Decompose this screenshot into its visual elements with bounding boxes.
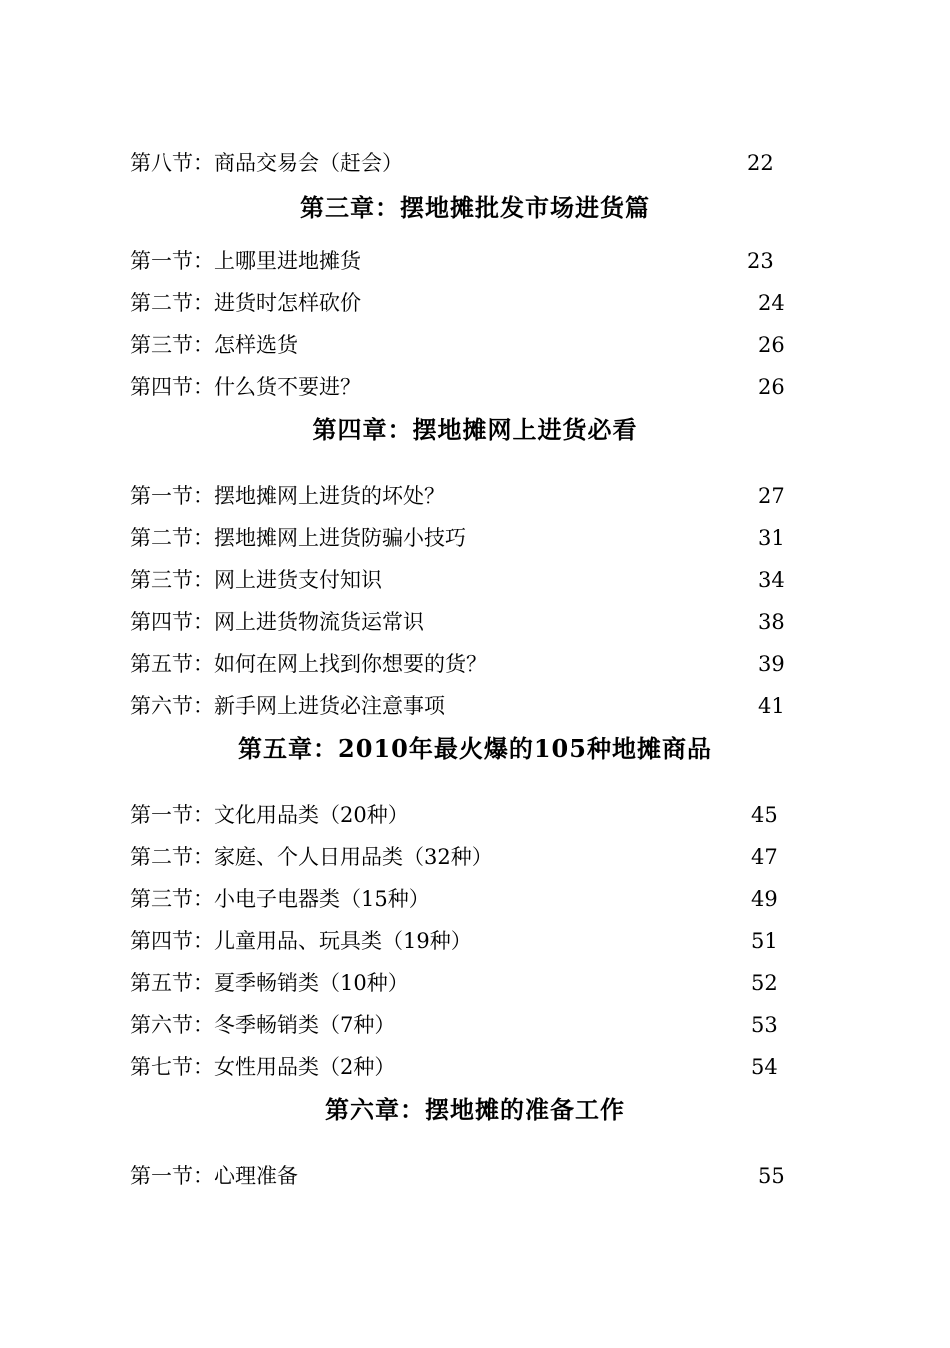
toc-entry-page: 27 (758, 484, 785, 508)
toc-entry-page: 51 (751, 929, 778, 953)
toc-entry-page: 24 (758, 291, 785, 315)
toc-entry-page: 49 (751, 887, 778, 911)
toc-entry-title[interactable]: 第三节：怎样选货 (130, 333, 298, 357)
toc-entry-page: 52 (751, 971, 778, 995)
toc-entry-title[interactable]: 第七节：女性用品类（2种） (130, 1055, 396, 1079)
toc-entry-page: 38 (758, 610, 785, 634)
toc-entry-page: 53 (751, 1013, 778, 1037)
toc-entry-page: 26 (758, 375, 785, 399)
toc-entry-title[interactable]: 第二节：进货时怎样砍价 (130, 291, 361, 315)
toc-entry-page: 55 (758, 1164, 785, 1188)
toc-entry-title[interactable]: 第一节：文化用品类（20种） (130, 803, 409, 827)
toc-entry-title[interactable]: 第八节：商品交易会（赶会） (130, 151, 403, 175)
toc-entry-page: 45 (751, 803, 778, 827)
toc-entry-title[interactable]: 第二节：家庭、个人日用品类（32种） (130, 845, 493, 869)
toc-entry-page: 41 (758, 694, 785, 718)
toc-entry-title[interactable]: 第三节：小电子电器类（15种） (130, 887, 430, 911)
toc-entry-title[interactable]: 第一节：摆地摊网上进货的坏处？ (130, 484, 445, 508)
toc-entry-title[interactable]: 第一节：上哪里进地摊货 (130, 249, 361, 273)
chapter-heading[interactable]: 第六章：摆地摊的准备工作 (325, 1095, 625, 1124)
toc-entry-page: 26 (758, 333, 785, 357)
toc-entry-page: 34 (758, 568, 785, 592)
toc-entry-title[interactable]: 第五节：如何在网上找到你想要的货？ (130, 652, 487, 676)
toc-entry-title[interactable]: 第四节：网上进货物流货运常识 (130, 610, 424, 634)
chapter-heading[interactable]: 第五章：2010年最火爆的105种地摊商品 (238, 734, 712, 763)
toc-entry-title[interactable]: 第一节：心理准备 (130, 1164, 298, 1188)
toc-entry-title[interactable]: 第六节：新手网上进货必注意事项 (130, 694, 445, 718)
toc-entry-title[interactable]: 第六节：冬季畅销类（7种） (130, 1013, 396, 1037)
toc-entry-page: 23 (747, 249, 774, 273)
chapter-heading[interactable]: 第三章：摆地摊批发市场进货篇 (300, 193, 650, 222)
toc-entry-page: 47 (751, 845, 778, 869)
toc-entry-title[interactable]: 第四节：儿童用品、玩具类（19种） (130, 929, 472, 953)
toc-entry-title[interactable]: 第四节：什么货不要进？ (130, 375, 361, 399)
toc-entry-page: 22 (747, 151, 774, 175)
toc-entry-page: 31 (758, 526, 785, 550)
toc-entry-title[interactable]: 第三节：网上进货支付知识 (130, 568, 382, 592)
toc-entry-page: 54 (751, 1055, 778, 1079)
toc-entry-title[interactable]: 第二节：摆地摊网上进货防骗小技巧 (130, 526, 466, 550)
toc-entry-title[interactable]: 第五节：夏季畅销类（10种） (130, 971, 409, 995)
toc-entry-page: 39 (758, 652, 785, 676)
chapter-heading[interactable]: 第四章：摆地摊网上进货必看 (312, 415, 638, 444)
